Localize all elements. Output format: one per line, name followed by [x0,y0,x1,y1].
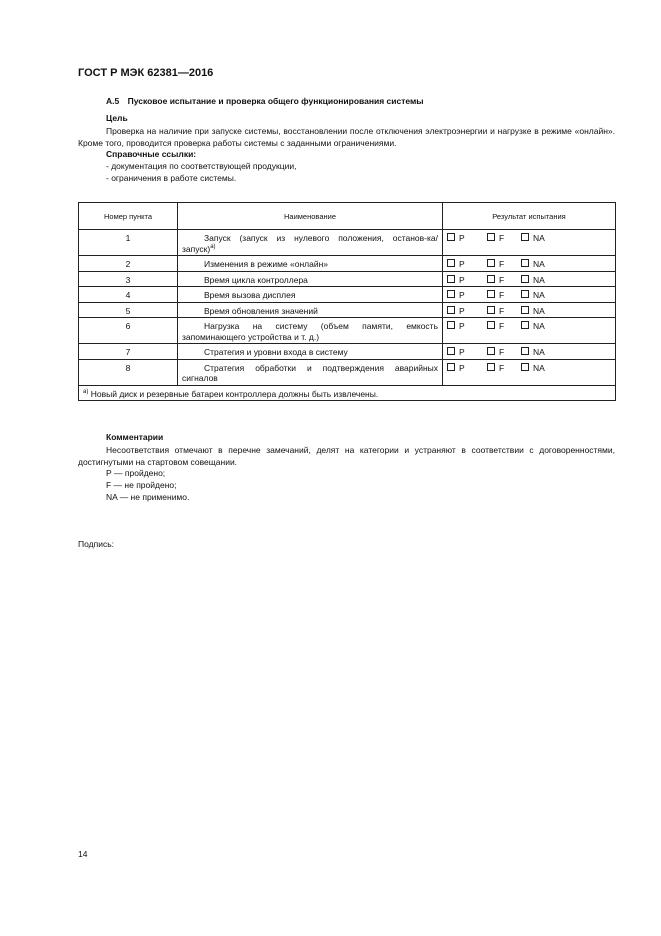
footnote-mark: а) [83,388,89,395]
table-row [79,318,616,344]
result-option-label: P [459,347,465,357]
legend-item-fail: F — не пройдено; [106,480,177,490]
result-option-fail[interactable] [487,321,521,332]
result-option-label: F [499,233,505,243]
result-option-pass[interactable] [447,321,487,332]
table-row [79,256,616,272]
row-number: 8 [79,359,178,385]
row-number: 7 [79,344,178,360]
reference-item: - ограничения в работе системы. [106,173,237,183]
comments-heading: Комментарии [106,432,164,442]
result-option-fail[interactable] [487,306,521,317]
checkbox-icon[interactable] [487,290,495,298]
checkbox-icon[interactable] [521,306,529,314]
result-option-label: P [459,321,465,331]
table-header-row [79,203,616,230]
result-option-label: NA [533,362,545,373]
result-option-label: P [459,290,465,300]
test-results-table [78,202,616,401]
table-footnote [79,385,616,401]
checkbox-icon[interactable] [447,275,455,283]
section-title-text: Пусковое испытание и проверка общего функционирования системы [127,96,424,106]
result-option-na[interactable] [521,363,545,374]
legend-item-na: NA — не применимо. [106,492,190,502]
checkbox-icon[interactable] [447,347,455,355]
result-option-na[interactable] [521,233,545,244]
checkbox-icon[interactable] [487,347,495,355]
result-option-label: F [499,259,505,269]
checkbox-icon[interactable] [521,347,529,355]
table-row [79,344,616,360]
section-title [106,96,424,106]
goal-paragraph: Проверка на наличие при запуске системы, восстановлении после отключения электроэнергии и нагрузке в режиме «онлайн». Кроме того, проводится проверка работы системы с заданными ограничениями. [78,126,615,148]
references-heading: Справочные ссылки: [106,149,197,159]
reference-item: - документация по соответствующей продукции, [106,161,297,171]
row-name [178,256,443,272]
row-name [178,344,443,360]
checkbox-icon[interactable] [521,363,529,371]
checkbox-icon[interactable] [521,321,529,329]
result-option-fail[interactable] [487,275,521,286]
row-name-text: Стратегия и уровни входа в систему [204,347,348,357]
result-option-label: F [499,347,505,357]
result-option-na[interactable] [521,321,545,332]
result-option-fail[interactable] [487,347,521,358]
column-header-name: Наименование [178,203,443,230]
table-row [79,230,616,256]
checkbox-icon[interactable] [447,321,455,329]
row-name-text: Запуск (запуск из нулевого положения, останов-ка/запуск) [182,233,438,254]
result-option-label: P [459,274,465,285]
result-option-label: NA [533,259,545,269]
checkbox-icon[interactable] [521,275,529,283]
result-option-label: P [459,305,465,316]
checkbox-icon[interactable] [447,290,455,298]
row-result [443,230,616,256]
result-option-pass[interactable] [447,306,487,317]
result-option-pass[interactable] [447,347,487,358]
result-option-label: P [459,362,465,373]
table-row [79,287,616,303]
result-option-fail[interactable] [487,233,521,244]
checkbox-icon[interactable] [487,275,495,283]
checkbox-icon[interactable] [447,233,455,241]
checkbox-icon[interactable] [447,306,455,314]
table-row [79,302,616,318]
result-option-fail[interactable] [487,363,521,374]
goal-heading: Цель [106,113,128,123]
column-header-result: Результат испытания [443,203,616,230]
legend-item-pass: Р — пройдено; [106,468,166,478]
table-row [79,359,616,385]
result-option-label: NA [533,347,545,357]
result-option-label: P [459,259,465,269]
footnote-ref: а) [210,243,216,250]
row-name [178,359,443,385]
result-option-label: NA [533,305,545,316]
result-option-na[interactable] [521,290,545,301]
table-row [79,271,616,287]
checkbox-icon[interactable] [521,233,529,241]
result-option-pass[interactable] [447,259,487,270]
row-result [443,287,616,303]
footnote-text: Новый диск и резервные батареи контроллера должны быть извлечены. [90,388,379,399]
result-option-label: NA [533,274,545,285]
result-option-label: NA [533,290,545,300]
row-result [443,318,616,344]
result-option-pass[interactable] [447,233,487,244]
result-option-pass[interactable] [447,290,487,301]
result-option-fail[interactable] [487,290,521,301]
row-number: 5 [79,302,178,318]
row-number: 6 [79,318,178,344]
result-option-na[interactable] [521,306,545,317]
document-header: ГОСТ Р МЭК 62381—2016 [78,67,214,79]
checkbox-icon[interactable] [521,259,529,267]
row-name [178,230,443,256]
checkbox-icon[interactable] [487,321,495,329]
row-name [178,287,443,303]
checkbox-icon[interactable] [447,363,455,371]
row-name-text: Изменения в режиме «онлайн» [204,259,329,269]
column-header-number: Номер пункта [79,203,178,230]
row-name-text: Нагрузка на систему (объем памяти, емкость запоминающего устройства и т. д.) [182,321,438,342]
checkbox-icon[interactable] [487,259,495,267]
result-option-label: F [499,290,505,300]
row-name-text: Время обновления значений [204,305,318,316]
row-name-text: Время цикла контроллера [204,274,308,285]
checkbox-icon[interactable] [487,363,495,371]
row-name-text: Время вызова дисплея [204,290,296,300]
result-option-label: F [499,321,505,331]
result-option-label: F [499,305,505,316]
row-result [443,271,616,287]
result-option-label: NA [533,321,545,331]
result-option-fail[interactable] [487,259,521,270]
row-number: 2 [79,256,178,272]
row-number: 4 [79,287,178,303]
row-number: 3 [79,271,178,287]
row-name [178,271,443,287]
result-option-pass[interactable] [447,363,487,374]
checkbox-icon[interactable] [447,259,455,267]
row-name-text: Стратегия обработки и подтверждения аварийных сигналов [182,362,438,383]
result-option-na[interactable] [521,275,545,286]
comments-paragraph: Несоответствия отмечают в перечне замечаний, делят на категории и устраняют в соответствии с договоренностями, достигнутыми на стартовом совещании. [78,445,615,467]
row-result [443,344,616,360]
checkbox-icon[interactable] [521,290,529,298]
result-option-na[interactable] [521,259,545,270]
checkbox-icon[interactable] [487,233,495,241]
row-number: 1 [79,230,178,256]
result-option-na[interactable] [521,347,545,358]
result-option-pass[interactable] [447,275,487,286]
result-option-label: F [499,362,505,373]
signature-label: Подпись: [78,539,115,549]
row-result [443,256,616,272]
row-name [178,318,443,344]
row-result [443,359,616,385]
row-result [443,302,616,318]
checkbox-icon[interactable] [487,306,495,314]
row-name [178,302,443,318]
table-footnote-row [79,385,616,401]
result-option-label: NA [533,233,545,243]
result-option-label: P [459,233,465,243]
result-option-label: F [499,274,505,285]
page-number: 14 [78,849,88,859]
section-number: А.5 [106,96,120,106]
